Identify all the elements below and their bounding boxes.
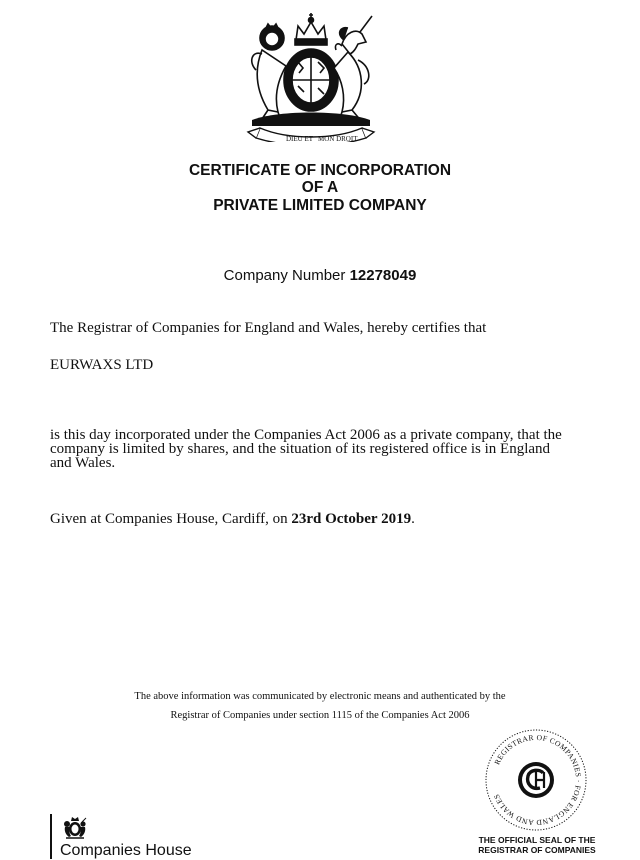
incorporation-line-3: and Wales. [50,455,116,471]
authentication-note-line-1: The above information was communicated by electronic means and authenticated by the [134,691,506,702]
compartment-icon [252,113,370,127]
logo-divider [50,814,52,859]
royal-coat-of-arms-icon [238,10,384,142]
incorporation-line-1: is this day incorporated under the Companies Act 2006 as a private company, that the [50,427,562,443]
certificate-title-line-3: PRIVATE LIMITED COMPANY [213,197,427,214]
shield-icon [284,49,338,111]
incorporation-line-2: company is limited by shares, and the situation of its registered office is in England [50,441,551,457]
given-suffix: . [411,511,415,527]
registrar-seal-icon [484,728,588,832]
unicorn-icon [334,16,372,124]
seal-caption-line-2: REGISTRAR OF COMPANIES [478,845,596,855]
crown-icon [295,13,327,45]
companies-house-crest-icon [62,815,88,839]
authentication-note-line-2: Registrar of Companies under section 1115 of the Companies Act 2006 [170,710,470,721]
seal-caption-line-1: THE OFFICIAL SEAL OF THE [478,835,596,845]
given-at-statement [50,512,590,526]
seal-ring-text: REGISTRAR OF COMPANIES · FOR ENGLAND AND WALES [491,732,584,828]
certificate-title-line-2: OF A [301,179,339,196]
incorporation-date: 23rd October 2019 [291,511,412,527]
authentication-note [60,687,580,725]
companies-house-logo-text: Companies House [60,842,192,859]
motto-right-text: MON DROIT [318,135,358,142]
motto-left-text: DIEU ET [286,135,314,142]
company-number-row [0,267,640,284]
seal-caption [470,835,604,855]
certificate-title-line-1: CERTIFICATE OF INCORPORATION [188,162,452,179]
company-number-value: 12278049 [349,267,417,284]
certifies-statement: The Registrar of Companies for England and Wales, hereby certifies that [50,320,487,336]
lion-icon [252,24,286,124]
company-number-label: Company Number [223,267,346,284]
company-name: EURWAXS LTD [50,357,154,373]
given-prefix: Given at Companies House, Cardiff, on [50,511,288,527]
